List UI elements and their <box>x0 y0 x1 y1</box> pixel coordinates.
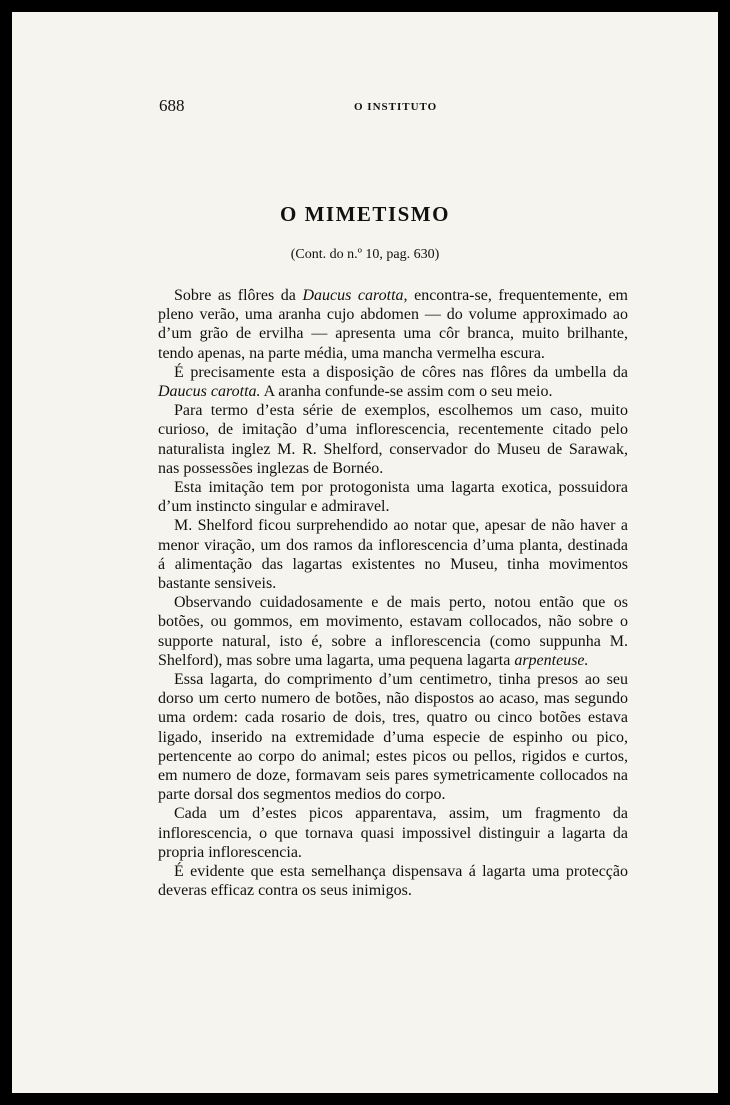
paragraph <box>158 804 628 862</box>
book-page <box>12 12 718 1093</box>
text-segment: É precisamente esta a disposição de côres nas flôres da umbella da <box>174 363 628 381</box>
paragraph <box>158 401 628 478</box>
paragraph <box>158 516 628 593</box>
article-title: O MIMETISMO <box>280 202 450 226</box>
text-segment: Cada um d’estes picos apparentava, assim, um fragmento da inflorescencia, o que tornava quasi impossivel distinguir a lagarta da propria inflorescencia. <box>158 805 628 861</box>
paragraph <box>158 478 628 516</box>
paragraph <box>158 593 628 670</box>
text-segment: M. Shelford ficou surprehendido ao notar que, apesar de não haver a menor viração, um dos ramos da inflorescencia d’uma planta, destinada á alimentação das lagartas existentes no Museu, tinha movimentos bastante sensiveis. <box>158 517 628 593</box>
text-segment: Essa lagarta, do comprimento d’um centimetro, tinha presos ao seu dorso um certo numero de botões, não dispostos ao acaso, mas segundo uma ordem: cada rosario de dois, tres, quatro ou cinco botões estava ligado, inserido na extremidade d’uma especie de espinho ou pico, pertencente ao corpo do animal; estes picos ou pellos, rigidos e curtos, em numero de doze, formavam seis pares symetricamente collocados na parte dorsal dos segmentos medios do corpo. <box>158 671 628 804</box>
text-segment: encontra-se, frequentemente, em pleno verão, uma aranha cujo abdomen — do volume approximado ao d’um grão de ervilha — apresenta uma côr branca, muito brilhante, tendo apenas, na parte média, uma mancha vermelha escura. <box>158 287 629 362</box>
text-segment: Esta imitação tem por protogonista uma lagarta exotica, possuidora d’um instincto singular e admiravel. <box>158 479 628 516</box>
running-title: O INSTITUTO <box>354 101 438 113</box>
page-header <box>159 96 639 118</box>
text-segment: Sobre as flôres da <box>174 287 303 304</box>
paragraph <box>158 363 628 401</box>
italic-text: Daucus carotta, <box>302 287 408 304</box>
page-number: 688 <box>159 96 185 115</box>
paragraph <box>158 862 628 900</box>
text-segment: É evidente que esta semelhança dispensava á lagarta uma protecção deveras efficaz contra os seus inimigos. <box>158 863 628 900</box>
italic-text: arpenteuse. <box>514 651 589 669</box>
article-subtitle: (Cont. do n.º 10, pag. 630) <box>290 247 440 262</box>
text-segment: Observando cuidadosamente e de mais perto, notou então que os botões, ou gommos, em movimento, estavam collocados, não sobre o supporte natural, isto é, sobre a inflorescencia (como suppunha M. Shelford), mas sobre uma lagarta, uma pequena lagarta <box>158 594 628 669</box>
paragraph <box>158 670 628 804</box>
text-segment: A aranha confunde-se assim com o seu meio. <box>260 383 553 401</box>
text-segment: Para termo d’esta série de exemplos, escolhemos um caso, muito curioso, de imitação d’uma inflorescencia, recentemente citado pelo naturalista inglez M. R. Shelford, conservador do Museu de Sarawak, nas possessões inglezas de Bornéo. <box>158 402 628 477</box>
italic-text: Daucus carotta. <box>158 383 261 401</box>
paragraph <box>158 286 628 363</box>
article-body <box>158 286 628 901</box>
